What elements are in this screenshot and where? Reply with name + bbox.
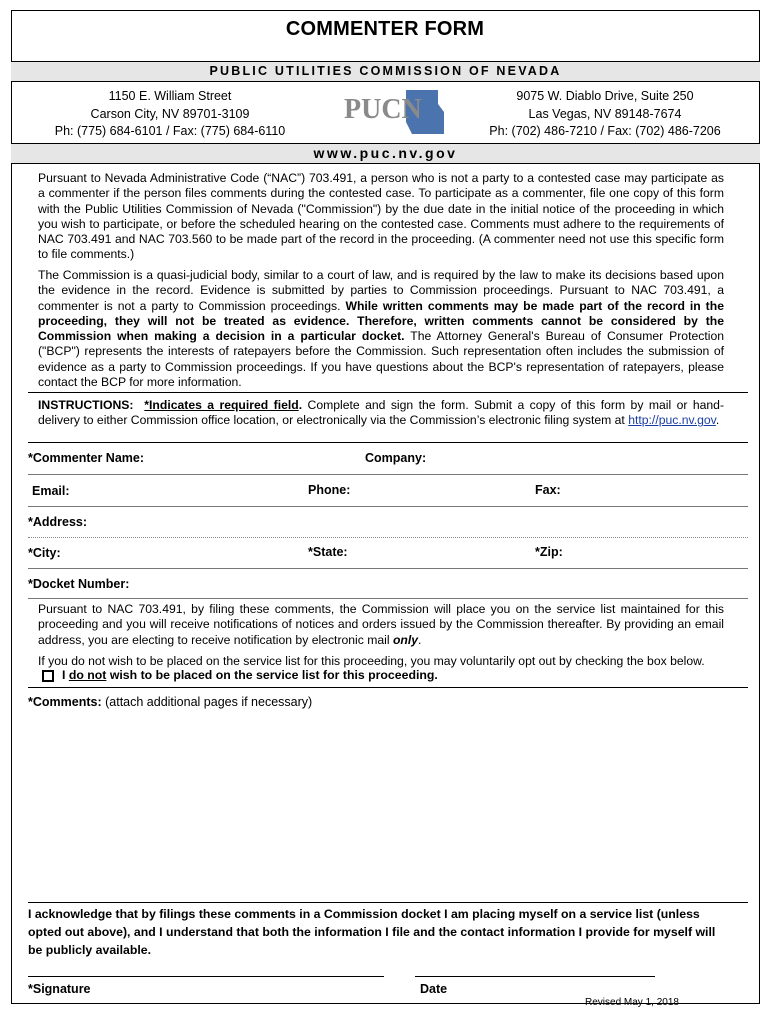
do-not-text: do not [68, 668, 107, 682]
address-label: *Address: [28, 515, 88, 529]
agency-name: PUBLIC UTILITIES COMMISSION OF NEVADA [209, 64, 562, 78]
efiling-link[interactable]: http://puc.nv.gov [628, 413, 716, 428]
comments-label: *Comments: (attach additional pages if necessary) [28, 695, 313, 709]
evidence-notice: While written comments may be made part of the record in the proceeding, they will not be treated as evidence. Therefore, written comments cannot be considered by the Commission when making a decision in a particular docket. [38, 298, 724, 344]
website: www.puc.nv.gov [313, 145, 458, 161]
intro-paragraph-1: Pursuant to Nevada Administrative Code (“NAC”) 703.491, a person who is not a party to a contested case may participate as a commenter if the person files comments during the contested case. To participate as a commenter, file one copy of this form with the Public Utilities Commission of Nevada ("Commission") by the due date in the initial notice of the proceeding in which you wish to participate, or before the scheduled hearing on the contested case. Comments must adhere to the requirements of NAC 703.491 and NAC 703.560 to be made part of the record in the proceeding. (A commenter need not use this specific form to file comments.) [38, 171, 724, 262]
opt-out-label: I do not wish to be placed on the service list for this proceeding. [62, 668, 438, 682]
required-field-note: *Indicates a required field [144, 398, 299, 412]
right-city: Las Vegas, NV 89148-7674 [528, 106, 682, 121]
signature-label: *Signature [28, 982, 91, 996]
pucn-logo [340, 84, 450, 138]
fax-label: Fax: [535, 483, 561, 497]
divider [28, 442, 748, 443]
divider [28, 506, 748, 507]
city-label: *City: [28, 546, 61, 560]
las-vegas-office [470, 88, 740, 141]
divider [28, 537, 748, 538]
phone-label: Phone: [308, 483, 351, 497]
commenter-name-label: *Commenter Name: [28, 451, 145, 465]
only-emphasis: only [392, 632, 419, 647]
right-street: 9075 W. Diablo Drive, Suite 250 [516, 89, 694, 103]
company-label: Company: [365, 451, 427, 465]
acknowledgment: I acknowledge that by filings these comments in a Commission docket I am placing myself on a service list (unless opted out above), and I understand that both the information I file and the contact information I provide for myself will be publicly available. [28, 907, 716, 957]
service-list-notice: Pursuant to NAC 703.491, by filing these comments, the Commission will place you on the service list maintained for this proceeding and you will receive notifications of notices and orders issued by the Commission thereafter. By providing an email address, you are electing to receive notification by electronic mail only. [38, 602, 724, 647]
divider [28, 392, 748, 393]
divider [28, 474, 748, 475]
divider [28, 902, 748, 903]
right-phone: Ph: (702) 486-7210 / Fax: (702) 486-7206 [489, 124, 721, 138]
left-street: 1150 E. William Street [108, 89, 232, 103]
form-title: COMMENTER FORM [285, 18, 485, 40]
divider [28, 687, 748, 688]
left-phone: Ph: (775) 684-6101 / Fax: (775) 684-6110 [54, 124, 286, 138]
opt-out-checkbox[interactable] [42, 670, 54, 682]
divider [28, 568, 748, 569]
carson-city-office [40, 88, 300, 141]
agency-banner [11, 61, 760, 82]
signature-line[interactable] [28, 976, 384, 977]
divider [28, 598, 748, 599]
revision-date: Revised May 1, 2018 [585, 997, 679, 1008]
comments-note: (attach additional pages if necessary) [105, 695, 313, 709]
website-banner [11, 143, 760, 164]
zip-label: *Zip: [535, 545, 563, 559]
email-label: Email: [32, 484, 70, 498]
state-label: *State: [308, 545, 348, 559]
comments-area[interactable] [28, 714, 748, 898]
docket-number-label: *Docket Number: [28, 577, 130, 591]
intro-paragraph-2: The Commission is a quasi-judicial body, similar to a court of law, and is required by the law to make its decisions based upon the evidence in the record. Evidence is submitted by parties to Commission proceedings. Pursuant to NAC 703.491, a commenter is not a party to Commission proceedings. While written comments may be made part of the record in the proceeding, they will not be treated as evidence. Therefore, written comments cannot be considered by the Commission when making a decision in a particular docket. The Attorney General's Bureau of Consumer Protection ("BCP") represents the interests of ratepayers before the Commission. Such representation often includes the submission of evidence as a party to Commission proceedings. If you have questions about the BCP's representation of ratepayers, please contact the BCP for more information. [38, 268, 724, 390]
date-label: Date [420, 982, 448, 996]
logo-text: PUCN [344, 94, 422, 125]
date-line[interactable] [415, 976, 655, 977]
instructions: INSTRUCTIONS: *Indicates a required field. Complete and sign the form. Submit a copy of this form by mail or hand-delivery to either Commission office location, or electronically via the Commission’s electronic filing system at http://puc.nv.gov. [38, 398, 724, 428]
opt-out-notice: If you do not wish to be placed on the service list for this proceeding, you may voluntarily opt out by checking the box below. [38, 654, 705, 668]
left-city: Carson City, NV 89701-3109 [90, 106, 250, 121]
